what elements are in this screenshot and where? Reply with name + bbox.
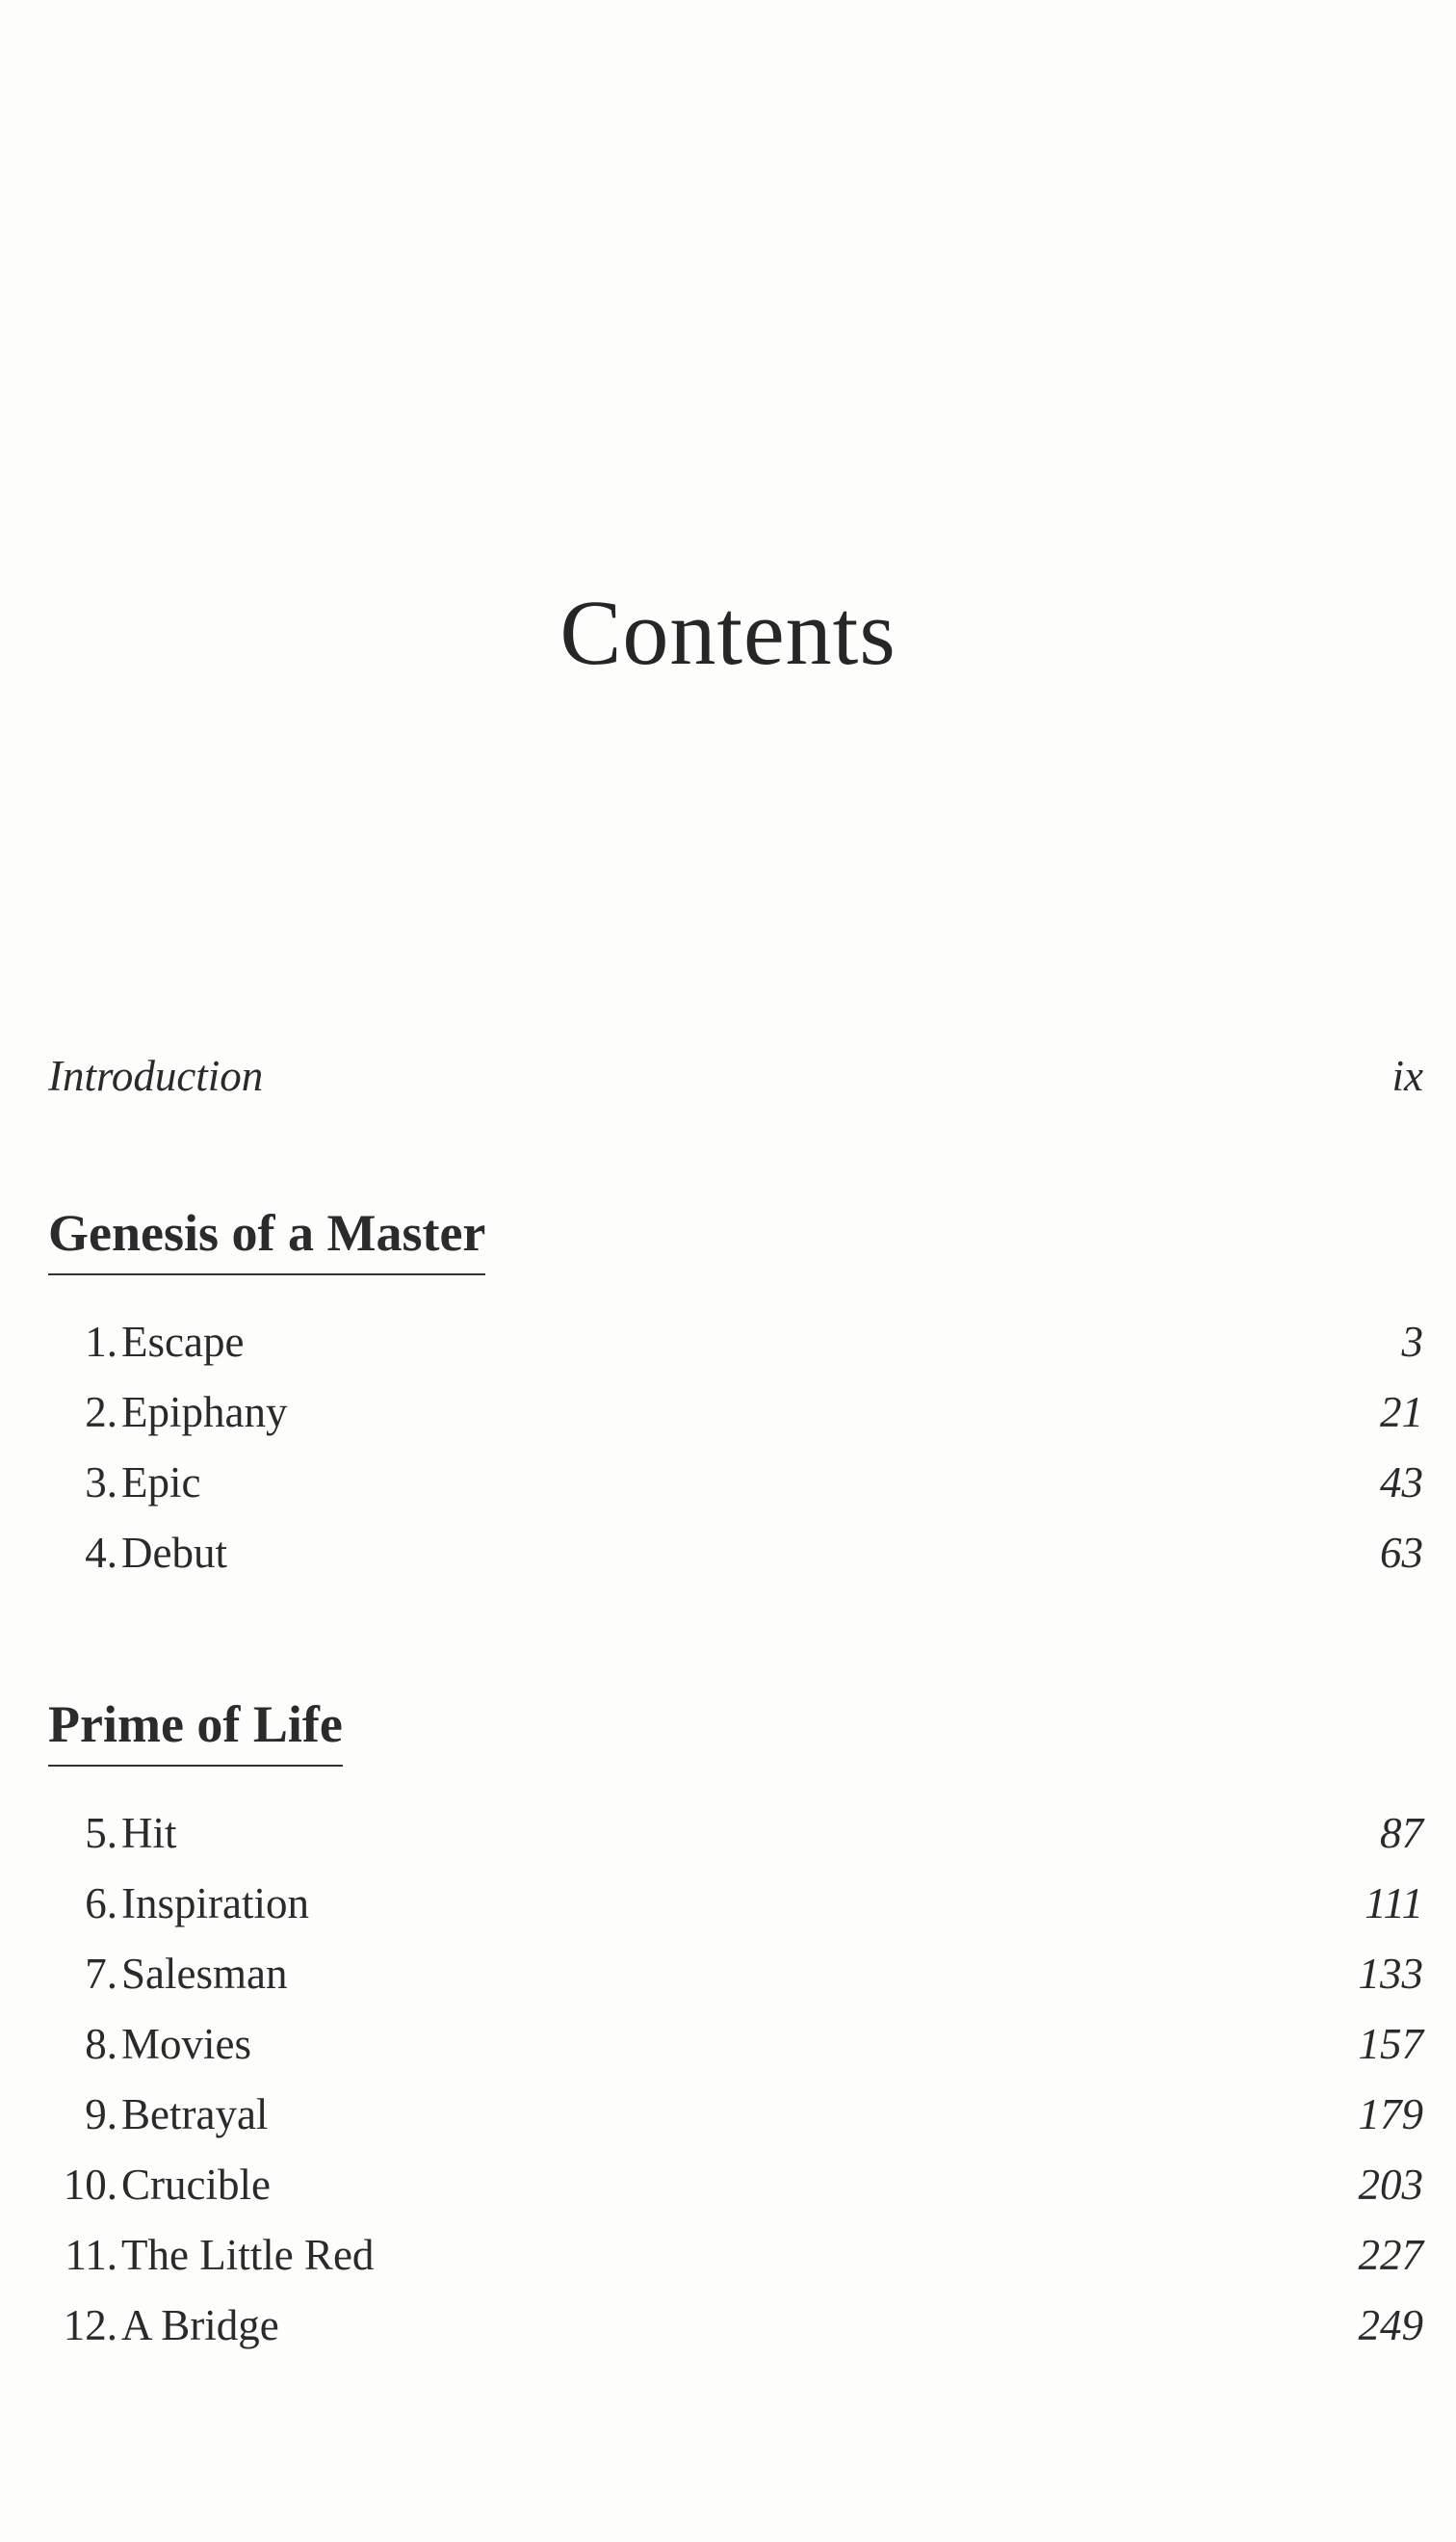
entry-page-number: 203	[1358, 2161, 1423, 2209]
entry-page-number: 249	[1358, 2301, 1423, 2349]
entry-page-number: 43	[1380, 1458, 1423, 1507]
chapter-number: 2.	[85, 1388, 117, 1436]
toc-entry-introduction	[48, 1047, 1423, 1105]
entry-page-number: ix	[1391, 1052, 1423, 1100]
toc-entry	[48, 1945, 1423, 2003]
chapter-number: 3.	[85, 1458, 117, 1507]
part-heading: Genesis of a Master	[48, 1204, 485, 1275]
chapter-title: Crucible	[121, 2161, 271, 2209]
toc-entry	[48, 1313, 1423, 1371]
toc-entry	[48, 2156, 1423, 2214]
chapter-title: Escape	[121, 1318, 245, 1366]
toc-entry	[48, 1383, 1423, 1441]
chapter-title: Epic	[121, 1458, 201, 1507]
toc-entry	[48, 2296, 1423, 2354]
entry-page-number: 227	[1358, 2231, 1423, 2279]
entry-page-number: 63	[1380, 1529, 1423, 1577]
entry-page-number: 87	[1380, 1809, 1423, 1857]
chapter-number: 9.	[85, 2090, 117, 2138]
chapter-number: 11.	[65, 2231, 117, 2279]
chapter-title: Hit	[121, 1809, 177, 1857]
chapter-number: 7.	[85, 1950, 117, 1998]
entry-page-number: 3	[1401, 1318, 1423, 1366]
toc-entry	[48, 2226, 1423, 2284]
chapter-number: 6.	[85, 1879, 117, 1927]
page-title: Contents	[559, 581, 897, 685]
chapter-number: 12.	[63, 2301, 117, 2349]
toc-entry	[48, 1454, 1423, 1511]
chapter-number: 10.	[63, 2161, 117, 2209]
entry-page-number: 157	[1358, 2020, 1423, 2068]
chapter-title: Salesman	[121, 1950, 288, 1998]
toc-entry	[48, 1874, 1423, 1932]
entry-page-number: 133	[1358, 1950, 1423, 1998]
chapter-title: Debut	[121, 1529, 227, 1577]
chapter-title: Betrayal	[121, 2090, 269, 2138]
chapter-title: Epiphany	[121, 1388, 288, 1436]
chapter-title: Inspiration	[121, 1879, 309, 1927]
toc-entry	[48, 1524, 1423, 1582]
toc-entry	[48, 2085, 1423, 2143]
chapter-number: 8.	[85, 2020, 117, 2068]
toc-entry	[48, 2015, 1423, 2073]
chapter-number: 1.	[85, 1318, 117, 1366]
chapter-number: 5.	[85, 1809, 117, 1857]
chapter-title: Movies	[121, 2020, 251, 2068]
toc-entry	[48, 1804, 1423, 1862]
entry-page-number: 111	[1365, 1879, 1423, 1927]
chapter-number: 4.	[85, 1529, 117, 1577]
part-heading: Prime of Life	[48, 1695, 343, 1767]
chapter-title: A Bridge	[121, 2301, 279, 2349]
entry-title: Introduction	[48, 1052, 264, 1100]
chapter-title: The Little Red	[121, 2231, 375, 2279]
entry-page-number: 21	[1380, 1388, 1423, 1436]
entry-page-number: 179	[1358, 2090, 1423, 2138]
